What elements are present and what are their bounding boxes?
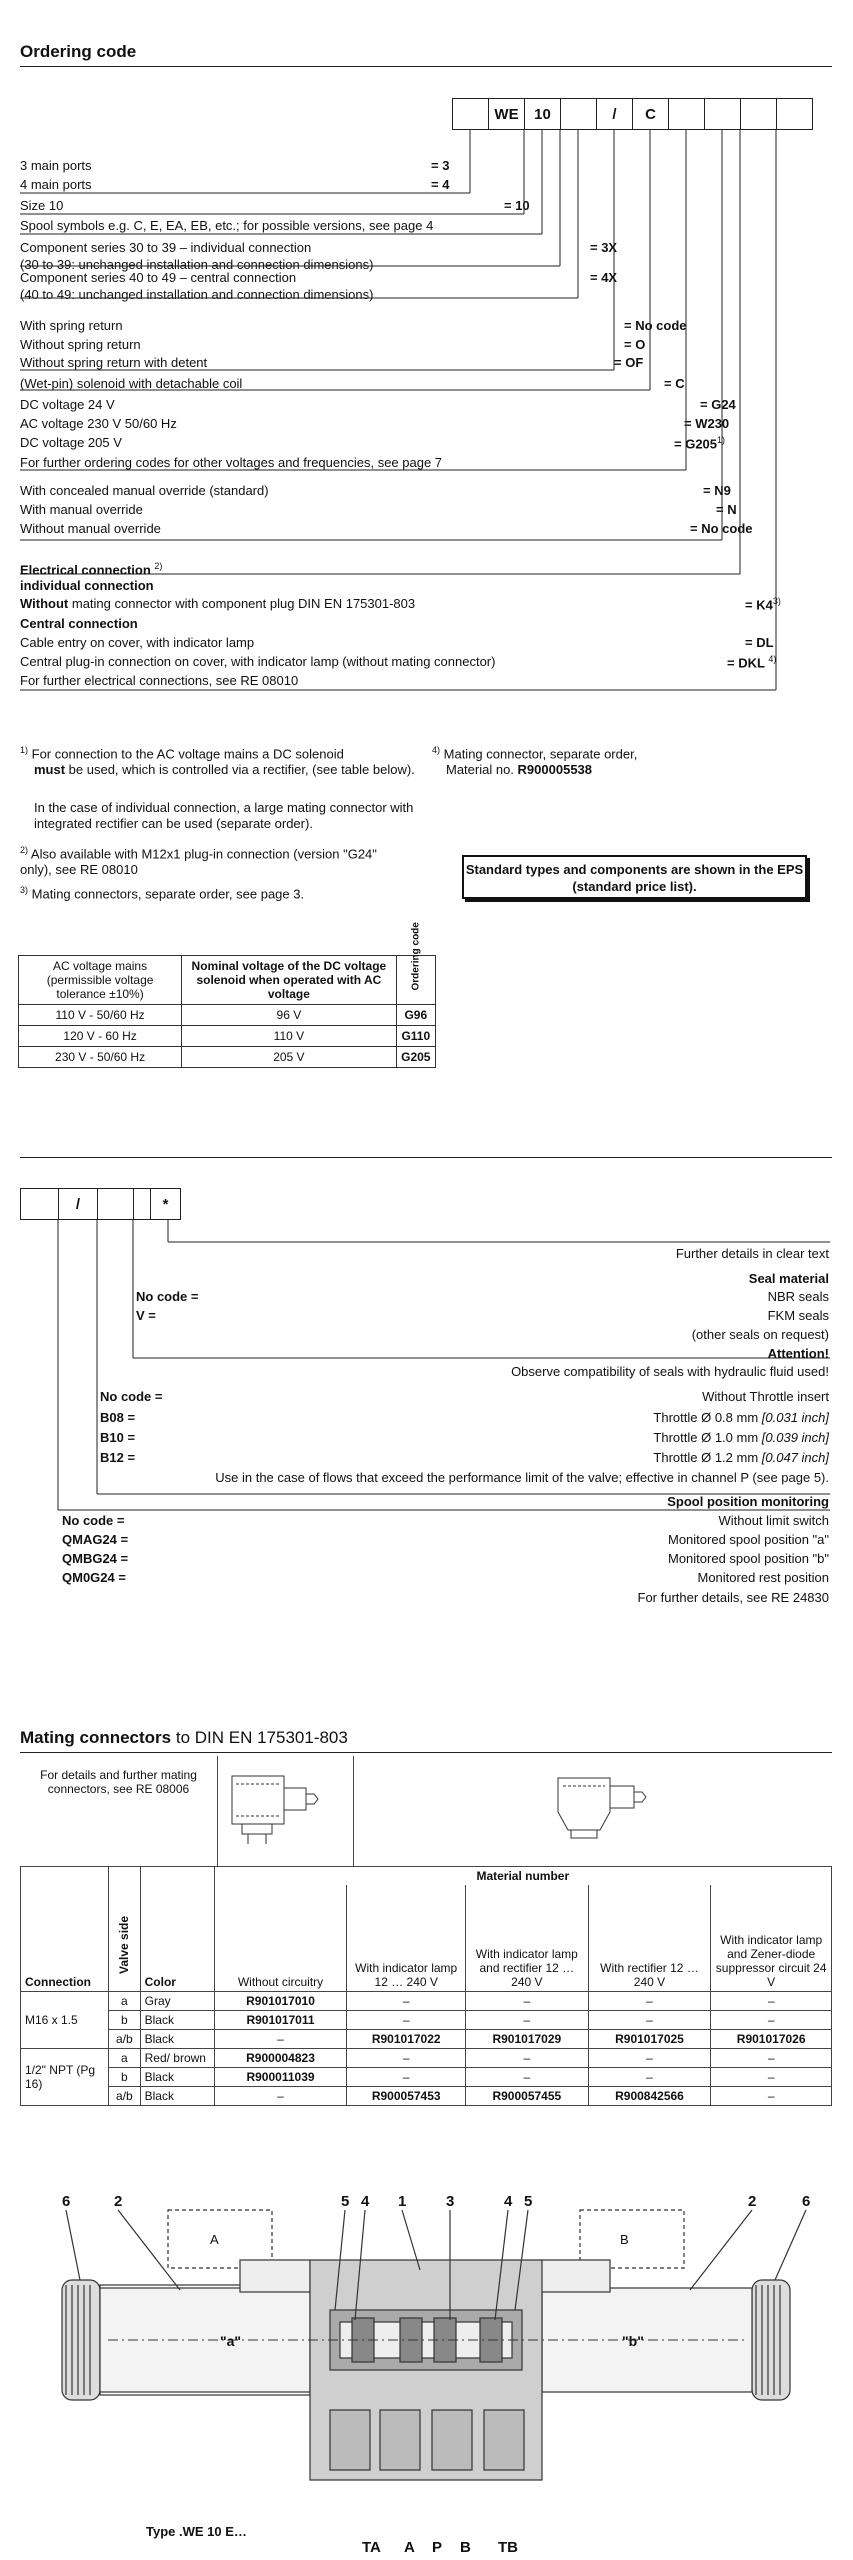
throttle-size: Throttle Ø 1.0 mm <box>653 1430 759 1445</box>
drawing-label-6-right: 6 <box>802 2193 811 2210</box>
code-value-text: = G205 <box>674 436 718 452</box>
mating-value-cell: – <box>711 2067 832 2086</box>
ac-head-nominal: Nominal voltage of the DC voltage solenoid when operated with AC voltage <box>182 956 396 1005</box>
seal-v: V = <box>136 1308 156 1323</box>
ordering-row: DC voltage 205 V <box>20 435 122 450</box>
ac-cell: 96 V <box>182 1005 396 1026</box>
seal-nocode: No code = <box>136 1289 199 1304</box>
mating-color-cell: Black <box>140 2010 214 2029</box>
mating-col-head: With indicator lamp 12 … 240 V <box>347 1885 466 1991</box>
standard-types-box: Standard types and components are shown in the EPS (standard price list). <box>462 855 807 899</box>
mating-col-head: Without circuitry <box>214 1885 347 1991</box>
throttle-none: Without Throttle insert <box>702 1389 829 1404</box>
seal-other: (other seals on request) <box>691 1327 829 1342</box>
dl-code: = DL <box>745 635 774 650</box>
drawing-label-4-right: 4 <box>504 2193 513 2210</box>
mating-value-cell: – <box>588 1991 711 2010</box>
individual-heading: individual connection <box>20 578 154 593</box>
ac-row <box>19 1026 436 1047</box>
col-valve-side: Valve side <box>109 1867 140 1992</box>
ac-head-ordering: Ordering code <box>396 956 435 1005</box>
code-value-text: = N9 <box>703 483 731 498</box>
mating-color-cell: Red/ brown <box>140 2048 214 2067</box>
ordering-row: With concealed manual override (standard) <box>20 483 269 498</box>
mating-value-cell: R901017029 <box>466 2029 589 2048</box>
connector-icon-large <box>353 1756 832 1866</box>
mating-table <box>20 1866 832 2106</box>
drawing-port-TA: TA <box>362 2539 381 2556</box>
code-box-2: 10 <box>524 98 561 130</box>
ac-cell: G205 <box>396 1047 435 1068</box>
mating-connection-cell: 1/2" NPT (Pg 16) <box>21 2048 109 2105</box>
code2-box-4: * <box>150 1188 181 1220</box>
spool-text: Without limit switch <box>718 1513 829 1528</box>
ordering-title: Ordering code <box>20 42 137 61</box>
ordering-row: Without spring return <box>20 337 141 352</box>
mating-value-cell: R900057455 <box>466 2086 589 2105</box>
further-electrical-row: For further electrical connections, see RE 08010 <box>20 673 299 688</box>
mating-value-cell: – <box>588 2010 711 2029</box>
mating-value-cell: – <box>588 2067 711 2086</box>
code-value-text: = 3 <box>431 158 450 173</box>
mating-top <box>20 1756 832 1867</box>
mating-details-text: For details and further mating connectors, see RE 08006 <box>20 1756 218 1866</box>
ac-row <box>19 1047 436 1068</box>
throttle-inch: [0.031 inch] <box>761 1410 829 1425</box>
mating-rule <box>20 1752 832 1753</box>
electrical-heading: Electrical connection $^{2)}$ <box>20 561 163 578</box>
drawing-label-4-left: 4 <box>361 2193 370 2210</box>
code-box-5: C <box>632 98 669 130</box>
mating-value-cell: – <box>588 2048 711 2067</box>
code-value-text: = No code <box>624 318 687 333</box>
seal-nbr: NBR seals <box>767 1289 829 1304</box>
drawing-label-5-left: 5 <box>341 2193 350 2210</box>
drawing-label-5-right: 5 <box>524 2193 533 2210</box>
drawing-label-3: 3 <box>446 2193 455 2210</box>
central-plugin-row: Central plug-in connection on cover, with indicator lamp (without mating connector) <box>20 654 496 669</box>
spool-text: Monitored spool position "b" <box>668 1551 829 1566</box>
ordering-row-sub: (30 to 39: unchanged installation and connection dimensions) <box>20 257 374 272</box>
mating-row <box>21 2067 832 2086</box>
code-value-text: = 4 <box>431 177 450 192</box>
mating-color-cell: Black <box>140 2067 214 2086</box>
drawing-label-a: "a" <box>220 2333 242 2349</box>
drawing-label-2-left: 2 <box>114 2193 123 2210</box>
code-value-text: = 3X <box>590 240 618 255</box>
code-value-footnote: 1) <box>717 435 726 445</box>
drawing-label-6-left: 6 <box>62 2193 71 2210</box>
mating-value-cell: – <box>711 2048 832 2067</box>
mating-row <box>21 2029 832 2048</box>
drawing-label-2-right: 2 <box>748 2193 757 2210</box>
ordering-row: For further ordering codes for other voltages and frequencies, see page 7 <box>20 455 443 470</box>
ordering-row: AC voltage 230 V 50/60 Hz <box>20 416 177 431</box>
spool-text: Monitored rest position <box>697 1570 829 1585</box>
throttle-text <box>653 1450 829 1466</box>
mating-value-cell: – <box>347 1991 466 2010</box>
drawing-type-label: Type .WE 10 E… <box>146 2524 247 2539</box>
code-value-text: = W230 <box>684 416 730 431</box>
ordering-row: With spring return <box>20 318 123 333</box>
ordering-connector-lines <box>0 0 853 720</box>
mating-color-cell: Black <box>140 2086 214 2105</box>
ac-cell: 205 V <box>182 1047 396 1068</box>
ordering-row: 3 main ports <box>20 158 92 173</box>
code-value-text: = O <box>624 337 646 352</box>
mating-side-cell: b <box>109 2010 140 2029</box>
mating-value-cell: – <box>347 2067 466 2086</box>
footnote-3: $^{3)}$ Mating connectors, separate order, see page 3. <box>20 885 305 902</box>
ordering-row: Without manual override <box>20 521 161 536</box>
connector-drawing-2 <box>353 1756 832 1866</box>
ordering-row: With manual override <box>20 502 143 517</box>
drawing-label-1: 1 <box>398 2193 407 2210</box>
ac-cell: 230 V - 50/60 Hz <box>19 1047 182 1068</box>
ac-row <box>19 1005 436 1026</box>
mating-value-cell: – <box>347 2048 466 2067</box>
code-value-text: = OF <box>614 355 644 370</box>
ordering-row: 4 main ports <box>20 177 92 192</box>
mating-connection-cell: M16 x 1.5 <box>21 1991 109 2048</box>
code-box-1: WE <box>488 98 525 130</box>
code2-box-1: / <box>58 1188 98 1220</box>
drawing-label-b: "b" <box>622 2333 644 2349</box>
mating-value-cell: – <box>466 1991 589 2010</box>
spool-code: QMBG24 = <box>62 1551 129 1566</box>
ac-head-mains: AC voltage mains (permissible voltage tolerance ±10%) <box>19 956 182 1005</box>
code-box-4: / <box>596 98 633 130</box>
connector-drawing-1 <box>218 1756 354 1866</box>
throttle-size: Throttle Ø 1.2 mm <box>653 1450 759 1465</box>
col-connection: Connection <box>21 1867 109 1992</box>
k4-code: = $K4^{3)}$ <box>745 596 781 613</box>
code-value-text: = 4X <box>590 270 618 285</box>
code-value-text: = No code <box>690 521 753 536</box>
throttle-code: B10 = <box>100 1430 136 1445</box>
right-nut <box>752 2280 790 2400</box>
drawing-port-B: B <box>460 2539 471 2556</box>
spool-text: Monitored spool position "a" <box>668 1532 829 1547</box>
mating-value-cell: R900011039 <box>214 2067 347 2086</box>
mating-col-head: With rectifier 12 … 240 V <box>588 1885 711 1991</box>
mating-value-cell: – <box>466 2010 589 2029</box>
ac-cell: G110 <box>396 1026 435 1047</box>
ac-cell: 110 V - 50/60 Hz <box>19 1005 182 1026</box>
ac-voltage-table <box>18 921 436 1068</box>
drawing-port-A: A <box>404 2539 415 2556</box>
spool-code: No code = <box>62 1513 125 1528</box>
mating-value-cell: R901017011 <box>214 2010 347 2029</box>
mating-value-cell: R900842566 <box>588 2086 711 2105</box>
mating-side-cell: a <box>109 2048 140 2067</box>
mating-color-cell: Gray <box>140 1991 214 2010</box>
mating-value-cell: – <box>711 2086 832 2105</box>
mating-side-cell: a/b <box>109 2086 140 2105</box>
further-details-text: Further details in clear text <box>675 1246 829 1261</box>
footnote-2: $^{2)}$ Also available with M12x1 plug-in connection (version "G24" only), see RE 08010 <box>20 845 377 878</box>
dkl-code: = DKL $^{4)}$ <box>727 654 777 671</box>
attention-text: Observe compatibility of seals with hydraulic fluid used! <box>511 1364 829 1379</box>
mating-value-cell: R901017010 <box>214 1991 347 2010</box>
throttle-nocode: No code = <box>100 1389 163 1404</box>
ordering-row: Component series 40 to 49 – central connection <box>20 270 297 285</box>
central-heading: Central connection <box>20 616 138 631</box>
mating-row <box>21 2048 832 2067</box>
mating-value-cell: R900004823 <box>214 2048 347 2067</box>
footnote-1-continued: In the case of individual connection, a large mating connector with integrated rectifier can be used (separate order). <box>34 800 414 831</box>
without-connector-row: Without mating connector with component plug DIN EN 175301-803 <box>20 596 416 611</box>
cable-entry-row: Cable entry on cover, with indicator lamp <box>20 635 255 650</box>
drawing-label-A: A <box>210 2232 219 2247</box>
spool-heading: Spool position monitoring <box>667 1494 829 1509</box>
mating-title: Mating connectors to DIN EN 175301-803 <box>20 1728 348 1747</box>
spool-further: For further details, see RE 24830 <box>637 1590 829 1605</box>
ac-cell: G96 <box>396 1005 435 1026</box>
mating-value-cell: R901017025 <box>588 2029 711 2048</box>
ordering-row: Spool symbols e.g. C, E, EA, EB, etc.; for possible versions, see page 4 <box>20 218 434 233</box>
ac-cell: 120 V - 60 Hz <box>19 1026 182 1047</box>
throttle-use-text: Use in the case of flows that exceed the performance limit of the valve; effective in channel P (see page 5). <box>215 1470 829 1485</box>
mating-value-cell: R901017022 <box>347 2029 466 2048</box>
section-rule-2 <box>20 1157 832 1158</box>
drawing-port-P: P <box>432 2539 443 2556</box>
throttle-inch: [0.039 inch] <box>761 1430 829 1445</box>
ordering-row-sub: (40 to 49: unchanged installation and connection dimensions) <box>20 287 374 302</box>
connector-icon-small <box>218 1756 353 1866</box>
code-value-text: = 10 <box>504 198 530 213</box>
throttle-code: B12 = <box>100 1450 136 1465</box>
code-value-text: = N <box>716 502 737 517</box>
mating-value-cell: – <box>214 2029 347 2048</box>
footnote-1: $^{1)}$ For connection to the AC voltage mains a DC solenoid must be used, which is controlled via a rectifier, (see table below). <box>20 745 415 778</box>
seal-fkm: FKM seals <box>767 1308 829 1323</box>
drawing-label-B: B <box>620 2232 629 2247</box>
mating-value-cell: – <box>466 2067 589 2086</box>
throttle-text <box>653 1410 829 1426</box>
mating-col-head: With indicator lamp and Zener-diode suppressor circuit 24 V <box>711 1885 832 1991</box>
mating-value-cell: R900057453 <box>347 2086 466 2105</box>
attention-heading: Attention! <box>767 1346 829 1361</box>
drawing-port-TB: TB <box>498 2539 518 2556</box>
code-value-text: = G24 <box>700 397 736 412</box>
mating-value-cell: R901017026 <box>711 2029 832 2048</box>
mating-side-cell: a <box>109 1991 140 2010</box>
col-color: Color <box>140 1867 214 1992</box>
throttle-code: B08 = <box>100 1410 136 1425</box>
left-nut <box>62 2280 100 2400</box>
mating-side-cell: b <box>109 2067 140 2086</box>
mating-value-cell: – <box>347 2010 466 2029</box>
footnote-4: $^{4)}$ Mating connector, separate order, Material no. R900005538 <box>432 745 638 778</box>
valve-drawing <box>0 2190 853 2560</box>
mating-col-head: With indicator lamp and rectifier 12 … 240 V <box>466 1885 589 1991</box>
ordering-row: Size 10 <box>20 198 64 213</box>
mating-value-cell: – <box>214 2086 347 2105</box>
ordering-row: DC voltage 24 V <box>20 397 115 412</box>
throttle-size: Throttle Ø 0.8 mm <box>653 1410 759 1425</box>
seal-heading: Seal material <box>748 1271 829 1286</box>
throttle-inch: [0.047 inch] <box>761 1450 829 1465</box>
ordering-row: Component series 30 to 39 – individual connection <box>20 240 312 255</box>
spool-code: QMAG24 = <box>62 1532 129 1547</box>
mating-row <box>21 2010 832 2029</box>
spool-code: QM0G24 = <box>62 1570 126 1585</box>
mating-side-cell: a/b <box>109 2029 140 2048</box>
mating-color-cell: Black <box>140 2029 214 2048</box>
mating-row <box>21 2086 832 2105</box>
mating-value-cell: – <box>466 2048 589 2067</box>
ac-cell: 110 V <box>182 1026 396 1047</box>
ordering-row: Without spring return with detent <box>20 355 208 370</box>
mating-value-cell: – <box>711 1991 832 2010</box>
throttle-text <box>653 1430 829 1446</box>
mating-value-cell: – <box>711 2010 832 2029</box>
ordering-row: (Wet-pin) solenoid with detachable coil <box>20 376 243 391</box>
code-value-text: = C <box>664 376 685 391</box>
col-material-number: Material number <box>214 1867 831 1886</box>
mating-row <box>21 1991 832 2010</box>
